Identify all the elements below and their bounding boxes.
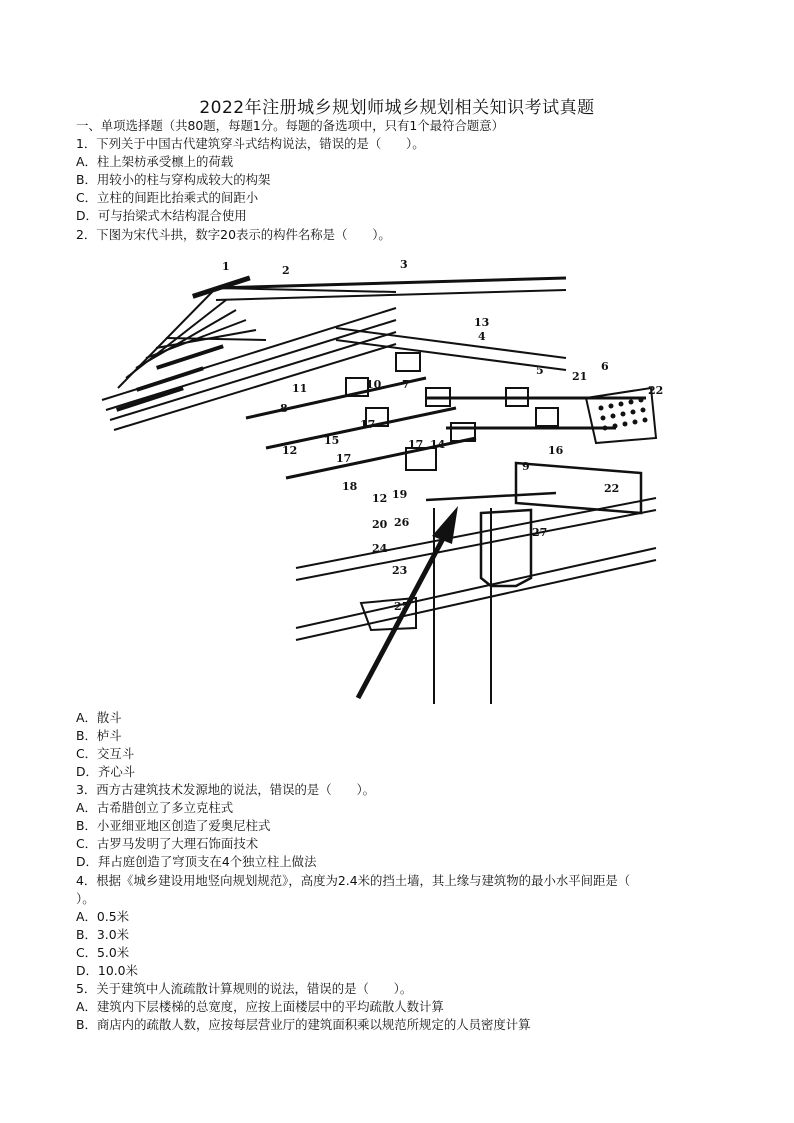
figure-label: 3: [400, 258, 408, 271]
figure-label: 22: [648, 384, 664, 397]
q2-option-a: A．散斗: [76, 710, 122, 725]
page-title: 2022年注册城乡规划师城乡规划相关知识考试真题: [199, 98, 595, 118]
figure-label: 10: [366, 378, 382, 391]
figure-label: 12: [372, 492, 388, 505]
figure-label: 13: [474, 316, 490, 329]
question-2-stem: 2．下图为宋代斗拱，数字20表示的构件名称是（ ）。: [76, 227, 391, 242]
figure-label: 23: [392, 564, 408, 577]
q2-option-d: D．齐心斗: [76, 764, 136, 779]
q1-option-c: C．立柱的间距比抬乘式的间距小: [76, 190, 259, 205]
figure-label: 16: [548, 444, 564, 457]
figure-label: 24: [372, 542, 388, 555]
section-heading: 一、单项选择题（共80题，每题1分。每题的备选项中，只有1个最符合题意）: [76, 118, 505, 133]
q4-option-b: B．3.0米: [76, 927, 129, 942]
q4-option-d: D．10.0米: [76, 963, 138, 978]
q5-option-a: A．建筑内下层楼梯的总宽度，应按上面楼层中的平均疏散人数计算: [76, 999, 444, 1014]
figure-label: 2: [282, 264, 290, 277]
q3-option-c: C．古罗马发明了大理石饰面技术: [76, 836, 259, 851]
figure-label: 12: [282, 444, 298, 457]
figure-label: 7: [402, 378, 410, 391]
question-4-stem-cont: ）。: [76, 891, 95, 906]
q1-option-d: D．可与抬梁式木结构混合使用: [76, 208, 247, 223]
figure-label: 6: [601, 360, 609, 373]
question-1-stem: 1．下列关于中国古代建筑穿斗式结构说法，错误的是（ ）。: [76, 136, 425, 151]
figure-label: 26: [394, 516, 410, 529]
figure-label: 17: [336, 452, 352, 465]
dougong-diagram: [96, 248, 668, 704]
figure-label: 11: [292, 382, 308, 395]
figure-label: 17: [360, 418, 376, 431]
figure-label: 21: [572, 370, 588, 383]
dougong-drawing: [96, 248, 668, 704]
figure-label: 19: [392, 488, 408, 501]
figure-label: 20: [372, 518, 388, 531]
figure-label: 4: [478, 330, 486, 343]
figure-label: 22: [604, 482, 620, 495]
figure-label: 5: [536, 364, 544, 377]
q1-option-a: A．柱上架枋承受檩上的荷载: [76, 154, 234, 169]
q3-option-a: A．古希腊创立了多立克柱式: [76, 800, 234, 815]
figure-label: 1: [222, 260, 230, 273]
question-5-stem: 5．关于建筑中人流疏散计算规则的说法，错误的是（ ）。: [76, 981, 413, 996]
question-3-stem: 3．西方古建筑技术发源地的说法，错误的是（ ）。: [76, 782, 376, 797]
q2-option-b: B．栌斗: [76, 728, 122, 743]
q1-option-b: B．用较小的柱与穿构成较大的构架: [76, 172, 271, 187]
figure-label: 9: [522, 460, 530, 473]
figure-label: 17: [408, 438, 424, 451]
q4-option-c: C．5.0米: [76, 945, 130, 960]
q2-option-c: C．交互斗: [76, 746, 135, 761]
figure-label: 18: [342, 480, 358, 493]
figure-label: 27: [532, 526, 548, 539]
figure-label: 8: [280, 402, 288, 415]
figure-label: 14: [430, 438, 446, 451]
q5-option-b: B．商店内的疏散人数，应按每层营业厅的建筑面积乘以规范所规定的人员密度计算: [76, 1017, 531, 1032]
figure-label: 25: [394, 600, 410, 613]
question-4-stem: 4．根据《城乡建设用地竖向规划规范》，高度为2.4米的挡土墙，其上缘与建筑物的最小水平间距是（: [76, 873, 631, 888]
q3-option-d: D．拜占庭创造了穹顶支在4个独立柱上做法: [76, 854, 317, 869]
figure-label: 15: [324, 434, 340, 447]
q4-option-a: A．0.5米: [76, 909, 129, 924]
q3-option-b: B．小亚细亚地区创造了爱奥尼柱式: [76, 818, 271, 833]
